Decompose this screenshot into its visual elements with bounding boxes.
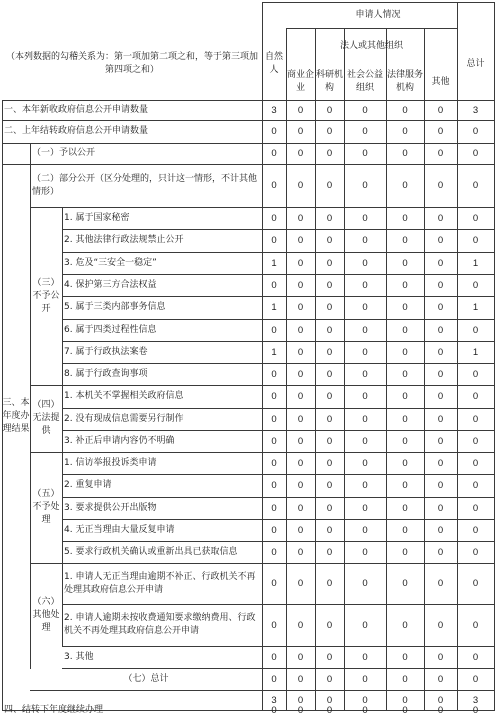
value-cell: 0	[271, 126, 277, 137]
value-cell: 0	[402, 524, 408, 536]
item-label: 2. 其他法律行政法规禁止公开	[64, 235, 184, 245]
value-cell: 0	[402, 651, 408, 663]
value-cell: 0	[297, 279, 304, 291]
value-cell: 0	[362, 346, 368, 358]
grid-line-v	[494, 2, 495, 711]
value-cell: 0	[271, 180, 277, 191]
item-label: 7. 属于行政执法案卷	[64, 346, 148, 357]
col-natural-person: 自然人	[264, 52, 283, 75]
value-cell: 0	[362, 104, 368, 116]
value-cell: 3	[271, 694, 277, 706]
value-cell: 0	[362, 694, 368, 706]
applicant-group-header: 申请人情况	[355, 9, 401, 20]
value-cell: 0	[402, 413, 408, 425]
value-cell: 0	[402, 148, 408, 159]
col-public-welfare: 社会公益组织	[346, 70, 383, 93]
value-cell: 1	[472, 302, 479, 313]
value-cell: 0	[437, 346, 444, 358]
value-cell: 0	[402, 435, 408, 447]
value-cell: 0	[437, 148, 444, 159]
value-cell: 0	[326, 368, 333, 380]
value-cell: 0	[437, 324, 444, 336]
group-3-label: （三）不予公开	[32, 277, 60, 314]
value-cell: 0	[271, 368, 277, 380]
table-note: （本列数据的勾稽关系为：第一项加第二项之和，等于第三项加第四项之和）	[5, 52, 258, 75]
value-cell: 1	[271, 257, 277, 269]
item-label: 1. 属于国家秘密	[64, 212, 130, 223]
value-cell: 0	[437, 578, 444, 589]
value-cell: 0	[297, 673, 304, 685]
value-cell: 0	[472, 673, 479, 685]
value-cell: 0	[402, 235, 408, 246]
value-cell: 0	[297, 346, 304, 358]
value-cell: 0	[362, 235, 368, 246]
value-cell: 0	[472, 480, 479, 491]
value-cell: 3	[472, 104, 479, 116]
value-cell: 0	[326, 257, 333, 269]
value-cell: 0	[437, 212, 444, 224]
value-cell: 0	[472, 180, 479, 191]
value-cell: 0	[437, 457, 444, 469]
value-cell: 0	[362, 279, 368, 291]
value-cell: 0	[297, 480, 304, 491]
value-cell: 0	[326, 619, 333, 631]
item-label: 5. 要求行政机关确认或重新出具已获取信息	[64, 546, 238, 557]
value-cell: 0	[437, 546, 444, 558]
value-cell: 0	[297, 651, 304, 663]
value-cell: 0	[437, 435, 444, 447]
group-7-label: （七）总计	[123, 673, 169, 684]
value-cell: 0	[271, 235, 277, 246]
value-cell: 0	[271, 673, 277, 685]
value-cell: 0	[297, 391, 304, 402]
value-cell: 0	[362, 257, 368, 269]
value-cell: 0	[362, 302, 368, 313]
value-cell: 0	[402, 324, 408, 336]
value-cell: 0	[362, 180, 368, 191]
value-cell: 0	[297, 257, 304, 269]
value-cell: 0	[326, 413, 333, 425]
value-cell: 0	[437, 673, 444, 685]
value-cell: 0	[297, 104, 304, 116]
item-label: 5. 属于三类内部事务信息	[64, 302, 166, 312]
value-cell: 0	[472, 578, 479, 589]
value-cell: 0	[362, 212, 368, 224]
col-business: 商业企业	[286, 70, 314, 93]
value-cell: 0	[297, 368, 304, 380]
value-cell: 0	[437, 413, 444, 425]
value-cell: 0	[297, 578, 304, 589]
value-cell: 0	[437, 480, 444, 491]
value-cell: 0	[326, 212, 333, 224]
item-label: 4. 无正当理由大量反复申请	[64, 524, 175, 535]
value-cell: 0	[472, 457, 479, 469]
value-cell: 0	[326, 235, 333, 246]
value-cell: 0	[362, 524, 368, 536]
value-cell: 1	[472, 257, 479, 269]
value-cell: 0	[402, 368, 408, 380]
value-cell: 0	[362, 502, 368, 514]
value-cell: 0	[402, 126, 408, 137]
value-cell: 0	[271, 435, 277, 447]
value-cell: 0	[362, 126, 368, 137]
section-3-label: 三、本年度办理结果	[2, 398, 30, 434]
value-cell: 0	[402, 279, 408, 291]
value-cell: 0	[402, 578, 408, 589]
value-cell: 0	[437, 619, 444, 631]
value-cell: 0	[271, 391, 277, 402]
value-cell: 0	[297, 546, 304, 558]
value-cell: 0	[297, 457, 304, 469]
value-cell: 0	[326, 673, 333, 685]
value-cell: 0	[437, 279, 444, 291]
value-cell: 0	[326, 302, 333, 313]
item-label: 1. 申请人无正当理由逾期不补正、行政机关不再处理其政府信息公开申请	[64, 571, 256, 595]
value-cell: 0	[437, 302, 444, 313]
value-cell: 0	[402, 212, 408, 224]
section-1-label: 一、本年新收政府信息公开申请数量	[4, 104, 149, 115]
value-cell: 0	[362, 480, 368, 491]
value-cell: 0	[362, 413, 368, 425]
value-cell: 0	[362, 651, 368, 663]
value-cell: 0	[437, 694, 444, 706]
value-cell: 0	[402, 257, 408, 269]
value-cell: 0	[472, 148, 479, 159]
value-cell: 0	[271, 524, 277, 536]
item-label: 4. 保护第三方合法权益	[64, 279, 157, 290]
group-6-label: （六）其他处理	[32, 597, 60, 633]
value-cell: 0	[297, 524, 304, 536]
value-cell: 0	[402, 694, 408, 706]
col-other: 其他	[431, 76, 450, 87]
value-cell: 0	[271, 324, 277, 336]
value-cell: 0	[437, 502, 444, 514]
value-cell: 0	[326, 480, 333, 491]
value-cell: 0	[326, 180, 333, 191]
value-cell: 0	[271, 480, 277, 491]
item-label: 1. 本机关不掌握相关政府信息	[64, 391, 184, 401]
value-cell: 0	[326, 148, 333, 159]
value-cell: 0	[472, 546, 479, 558]
value-cell: 0	[271, 502, 277, 514]
value-cell: 0	[362, 435, 368, 447]
value-cell: 0	[326, 391, 333, 402]
value-cell: 0	[271, 619, 277, 631]
section-2-label: 二、上年结转政府信息公开申请数量	[4, 126, 149, 136]
value-cell: 0	[326, 324, 333, 336]
value-cell: 0	[437, 104, 444, 116]
value-cell: 0	[472, 619, 479, 631]
item-label: 8. 属于行政查询事项	[64, 368, 148, 379]
value-cell: 0	[326, 694, 333, 706]
value-cell: 0	[437, 524, 444, 536]
value-cell: 0	[297, 413, 304, 425]
col-legal-service: 法律服务机构	[386, 70, 423, 93]
value-cell: 0	[326, 435, 333, 447]
value-cell: 0	[326, 279, 333, 291]
value-cell: 0	[437, 651, 444, 663]
value-cell: 0	[326, 104, 333, 116]
item-label: 3. 要求提供公开出版物	[64, 502, 157, 513]
value-cell: 0	[437, 391, 444, 402]
value-cell: 0	[402, 346, 408, 358]
value-cell: 3	[271, 104, 277, 116]
value-cell: 0	[402, 302, 408, 313]
value-cell: 0	[472, 391, 479, 402]
col-total: 总计	[466, 58, 485, 69]
value-cell: 0	[326, 578, 333, 589]
value-cell: 0	[437, 257, 444, 269]
value-cell: 0	[402, 502, 408, 514]
value-cell: 0	[402, 457, 408, 469]
value-cell: 0	[297, 694, 304, 706]
value-cell: 0	[402, 180, 408, 191]
value-cell: 0	[271, 212, 277, 224]
group-2-label: （二）部分公开（区分处理的，只计这一情形，不计其他情形）	[32, 173, 258, 197]
value-cell: 0	[437, 126, 444, 137]
value-cell: 0	[326, 502, 333, 514]
value-cell: 0	[402, 619, 408, 631]
value-cell: 0	[362, 457, 368, 469]
value-cell: 0	[402, 391, 408, 402]
value-cell: 0	[271, 578, 277, 589]
item-label: 3. 补正后申请内容仍不明确	[64, 435, 175, 446]
value-cell: 0	[297, 435, 304, 447]
value-cell: 0	[472, 524, 479, 536]
value-cell: 0	[472, 502, 479, 514]
value-cell: 1	[271, 302, 277, 313]
item-label: 2. 没有现成信息需要另行制作	[64, 413, 184, 424]
value-cell: 0	[297, 235, 304, 246]
value-cell: 0	[472, 413, 479, 425]
value-cell: 0	[297, 502, 304, 514]
value-cell: 0	[472, 212, 479, 224]
value-cell: 0	[362, 148, 368, 159]
value-cell: 0	[297, 180, 304, 191]
value-cell: 0	[326, 651, 333, 663]
value-cell: 1	[271, 346, 277, 358]
value-cell: 0	[472, 651, 479, 663]
value-cell: 3	[472, 694, 479, 706]
value-cell: 0	[326, 457, 333, 469]
value-cell: 0	[297, 324, 304, 336]
value-cell: 0	[297, 126, 304, 137]
value-cell: 0	[472, 279, 479, 291]
value-cell: 0	[437, 180, 444, 191]
value-cell: 0	[402, 546, 408, 558]
value-cell: 0	[297, 212, 304, 224]
value-cell: 0	[362, 673, 368, 685]
value-cell: 0	[271, 413, 277, 425]
item-label: 1. 信访举报投诉类申请	[64, 457, 157, 468]
value-cell: 0	[326, 546, 333, 558]
value-cell: 0	[271, 546, 277, 558]
item-label: 6. 属于四类过程性信息	[64, 324, 157, 335]
value-cell: 0	[362, 546, 368, 558]
value-cell: 0	[472, 324, 479, 336]
value-cell: 0	[362, 619, 368, 631]
col-research: 科研机构	[315, 70, 343, 93]
value-cell: 0	[437, 368, 444, 380]
item-label: 3. 危及“三安全一稳定”	[64, 257, 157, 268]
group-1-label: （一）予以公开	[32, 148, 96, 158]
value-cell: 0	[271, 148, 277, 159]
value-cell: 0	[472, 435, 479, 447]
value-cell: 0	[472, 235, 479, 246]
value-cell: 0	[472, 126, 479, 137]
value-cell: 0	[326, 346, 333, 358]
item-label: 2. 重复申请	[64, 480, 112, 490]
value-cell: 0	[297, 619, 304, 631]
value-cell: 0	[362, 391, 368, 402]
group-4-label: （四）无法提供	[32, 400, 60, 436]
value-cell: 0	[271, 279, 277, 291]
value-cell: 0	[326, 524, 333, 536]
value-cell: 0	[362, 368, 368, 380]
value-cell: 0	[271, 457, 277, 469]
value-cell: 0	[326, 126, 333, 137]
value-cell: 0	[271, 651, 277, 663]
value-cell: 0	[402, 104, 408, 116]
value-cell: 0	[297, 148, 304, 159]
value-cell: 0	[362, 578, 368, 589]
item-label: 2. 申请人逾期未按收费通知要求缴纳费用、行政机关不再处理其政府信息公开申请	[64, 613, 256, 636]
value-cell: 0	[402, 480, 408, 491]
item-label: 3. 其他	[64, 651, 94, 662]
value-cell: 0	[297, 302, 304, 313]
value-cell: 0	[362, 324, 368, 336]
col-legal-group: 法人或其他组织	[339, 40, 403, 51]
group-5-label: （五）不予处理	[32, 489, 60, 525]
value-cell: 0	[437, 235, 444, 246]
value-cell: 1	[472, 346, 479, 358]
value-cell: 0	[402, 673, 408, 685]
value-cell: 0	[472, 368, 479, 380]
